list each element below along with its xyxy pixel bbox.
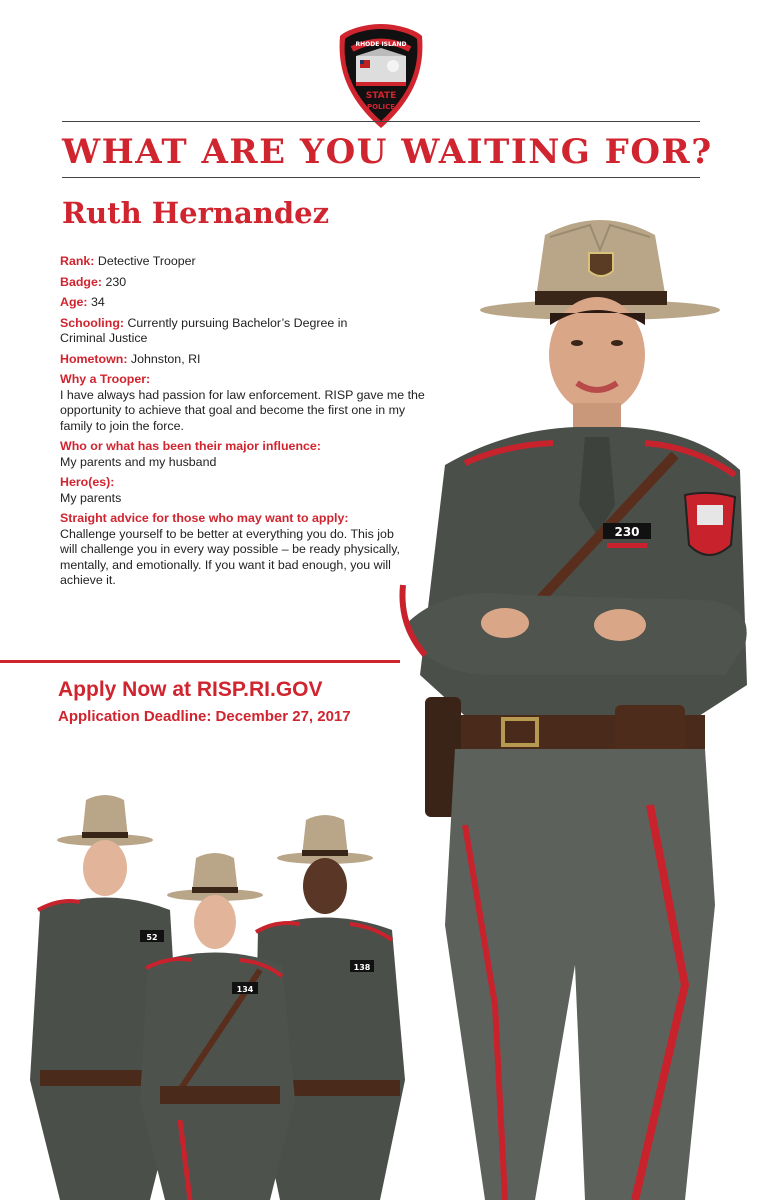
advice-label: Straight advice for those who may want to apply: xyxy=(60,511,349,525)
headline: WHAT ARE YOU WAITING FOR? xyxy=(62,132,713,172)
left-badge-number: 52 xyxy=(146,933,158,942)
rank-value: Detective Trooper xyxy=(97,254,196,268)
why-trooper-label: Why a Trooper: xyxy=(60,372,151,386)
age-field xyxy=(60,295,432,311)
logo-arc-text: RHODE ISLAND xyxy=(355,41,407,48)
trooper-name: Ruth Hernandez xyxy=(62,196,330,230)
badge-label: Badge: xyxy=(60,274,102,289)
schooling-field xyxy=(60,316,350,347)
trooper-photo xyxy=(385,205,777,1200)
badge-value: 230 xyxy=(105,274,127,289)
schooling-value: Currently pursuing Bachelor’s Degree in Criminal Justice xyxy=(60,315,348,345)
state-police-badge-logo xyxy=(338,22,424,130)
group-troopers-photo xyxy=(20,790,440,1200)
rank-label: Rank: xyxy=(60,254,95,268)
schooling-label: Schooling: xyxy=(60,315,125,330)
headline-top-rule xyxy=(62,121,700,122)
advice-value: Challenge yourself to be better at everything you do. This job will challenge you in every way possible – be ready physically, mentally, and emotionally. If you want it bad enough, you will achieve it. xyxy=(60,526,400,587)
badge-field xyxy=(60,275,432,291)
influence-label: Who or what has been their major influence: xyxy=(60,439,321,453)
heroes-field xyxy=(60,475,432,506)
apply-link-text[interactable]: Apply Now at RISP.RI.GOV xyxy=(58,678,323,701)
why-trooper-field xyxy=(60,372,432,434)
hometown-field xyxy=(60,352,432,368)
headline-bottom-rule xyxy=(62,177,700,178)
influence-field xyxy=(60,439,432,470)
divider-red-bar xyxy=(0,660,400,663)
influence-value: My parents and my husband xyxy=(60,454,217,469)
hometown-value: Johnston, RI xyxy=(130,351,201,366)
age-label: Age: xyxy=(60,295,88,309)
hero-badge-number: 230 xyxy=(614,525,640,539)
heroes-label: Hero(es): xyxy=(60,475,115,489)
rank-field xyxy=(60,254,432,270)
why-trooper-value: I have always had passion for law enforcement. RISP gave me the opportunity to achieve that goal and become the first one in my family to join the force. xyxy=(60,387,425,433)
logo-police-text: POLICE xyxy=(366,103,396,111)
hometown-label: Hometown: xyxy=(60,351,128,366)
advice-field xyxy=(60,511,405,589)
profile-details xyxy=(60,254,432,594)
application-deadline: Application Deadline: December 27, 2017 xyxy=(58,708,351,725)
age-value: 34 xyxy=(91,295,105,309)
heroes-value: My parents xyxy=(60,490,122,505)
middle-badge-number: 134 xyxy=(236,985,254,994)
right-badge-number: 138 xyxy=(353,963,371,972)
logo-state-text: STATE xyxy=(365,91,397,101)
